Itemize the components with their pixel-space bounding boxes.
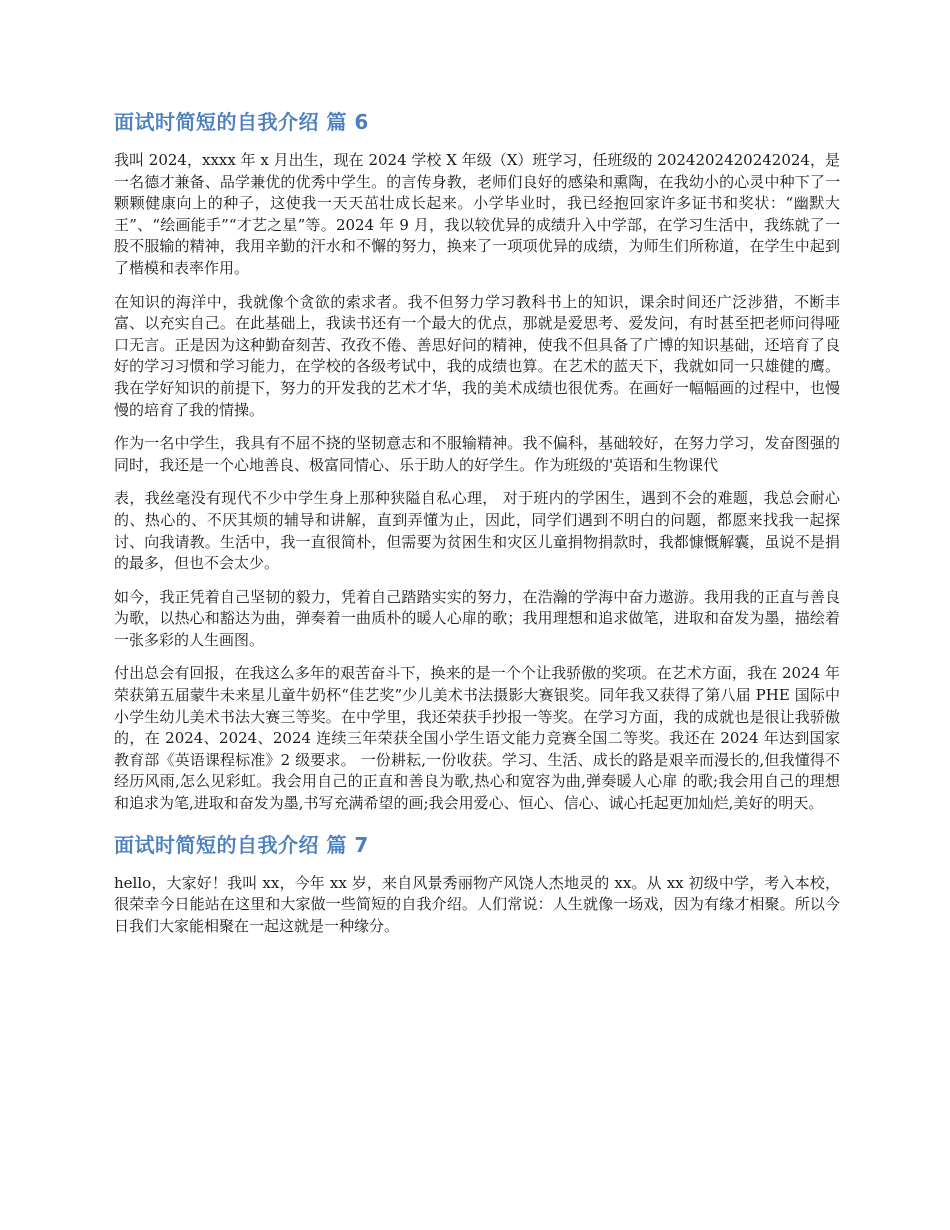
- paragraph: 作为一名中学生，我具有不屈不挠的坚韧意志和不服输精神。我不偏科，基础较好，在努力学习，发奋图强的同时，我还是一个心地善良、极富同情心、乐于助人的好学生。作为班级的'英语和生物课代: [114, 434, 840, 474]
- paragraph: 付出总会有回报，在我这么多年的艰苦奋斗下，换来的是一个个让我骄傲的奖项。在艺术方面，我在 2024 年荣获第五届蒙牛未来星儿童牛奶杯“佳艺奖”少儿美术书法摄影大赛银奖。同年我又获得了第八届 PHE 国际中小学生幼儿美术书法大赛三等奖。在中学里，我还荣获手抄报一等奖。在学习方面，我的成就也是很让我骄傲的，在 2024、2024、2024 连续三年荣获全国小学生语文能力竞赛全国二等奖。我还在 2024 年达到国家教育部《英语课程标准》2 级要求。 一份耕耘,一份收获。学习、生活、成长的路是艰辛而漫长的,但我懂得不经历风雨,怎么见彩虹。我会用自己的正直和善良为歌,热心和宽容为曲,弹奏暖人心扉 的歌;我会用自己的理想和追求为笔,进取和奋发为墨,书写充满希望的画;我会用爱心、恒心、信心、诚心托起更加灿烂,美好的明天。: [114, 664, 840, 813]
- paragraph: 我叫 2024，xxxx 年 x 月出生，现在 2024 学校 X 年级（X）班学习，任班级的 2024202420242024，是一名德才兼备、品学兼优的优秀中学生。的言传身教，老师们良好的感染和熏陶，在我幼小的心灵中种下了一颗颗健康向上的种子，这使我一天天茁壮成长起来。小学毕业时，我已经抱回家许多证书和奖状：“幽默大王”、“绘画能手”“才艺之星”等。2024 年 9 月，我以较优异的成绩升入中学部，在学习生活中，我练就了一股不服输的精神，我用辛勤的汗水和不懈的努力，换来了一项项优异的成绩，为师生们所称道，在学生中起到了楷模和表率作用。: [114, 151, 840, 277]
- paragraph: hello，大家好！我叫 xx，今年 xx 岁，来自风景秀丽物产风饶人杰地灵的 xx。从 xx 初级中学，考入本校，很荣幸今日能站在这里和大家做一些简短的自我介绍。人们常说：人生就像一场戏，因为有缘才相聚。所以今日我们大家能相聚在一起这就是一种缘分。: [114, 873, 840, 935]
- section-heading-7: 面试时简短的自我介绍 篇 7: [114, 832, 369, 857]
- paragraph: 如今，我正凭着自己坚韧的毅力，凭着自己踏踏实实的努力，在浩瀚的学海中奋力遨游。我用我的正直与善良为歌，以热心和豁达为曲，弹奏着一曲质朴的暖人心扉的歌；我用理想和追求做笔，进取和奋发为墨，描绘着一张多彩的人生画图。: [114, 587, 840, 649]
- document-page: [114, 108, 840, 949]
- paragraph: 表，我丝毫没有现代不少中学生身上那种狭隘自私心理， 对于班内的学困生，遇到不会的难题，我总会耐心的、热心的、不厌其烦的辅导和讲解，直到弄懂为止，因此，同学们遇到不明白的问题，都愿来找我一起探讨、向我请教。生活中，我一直很简朴，但需要为贫困生和灾区儿童捐物捐款时，我都慷慨解囊，虽说不是捐的最多，但也不会太少。: [114, 489, 840, 573]
- paragraph: 在知识的海洋中，我就像个贪欲的索求者。我不但努力学习教科书上的知识，课余时间还广泛涉猎，不断丰富、以充实自己。在此基础上，我读书还有一个最大的优点，那就是爱思考、爱发问，有时甚至把老师问得哑口无言。正是因为这种勤奋刻苦、孜孜不倦、善思好问的精神，使我不但具备了广博的知识基础，还培育了良好的学习习惯和学习能力，在学校的各级考试中，我的成绩也算。在艺术的蓝天下，我就如同一只雄健的鹰。我在学好知识的前提下，努力的开发我的艺术才华，我的美术成绩也很优秀。在画好一幅幅画的过程中，也慢慢的培育了我的情操。: [114, 292, 840, 419]
- section-heading-6: 面试时简短的自我介绍 篇 6: [114, 110, 369, 134]
